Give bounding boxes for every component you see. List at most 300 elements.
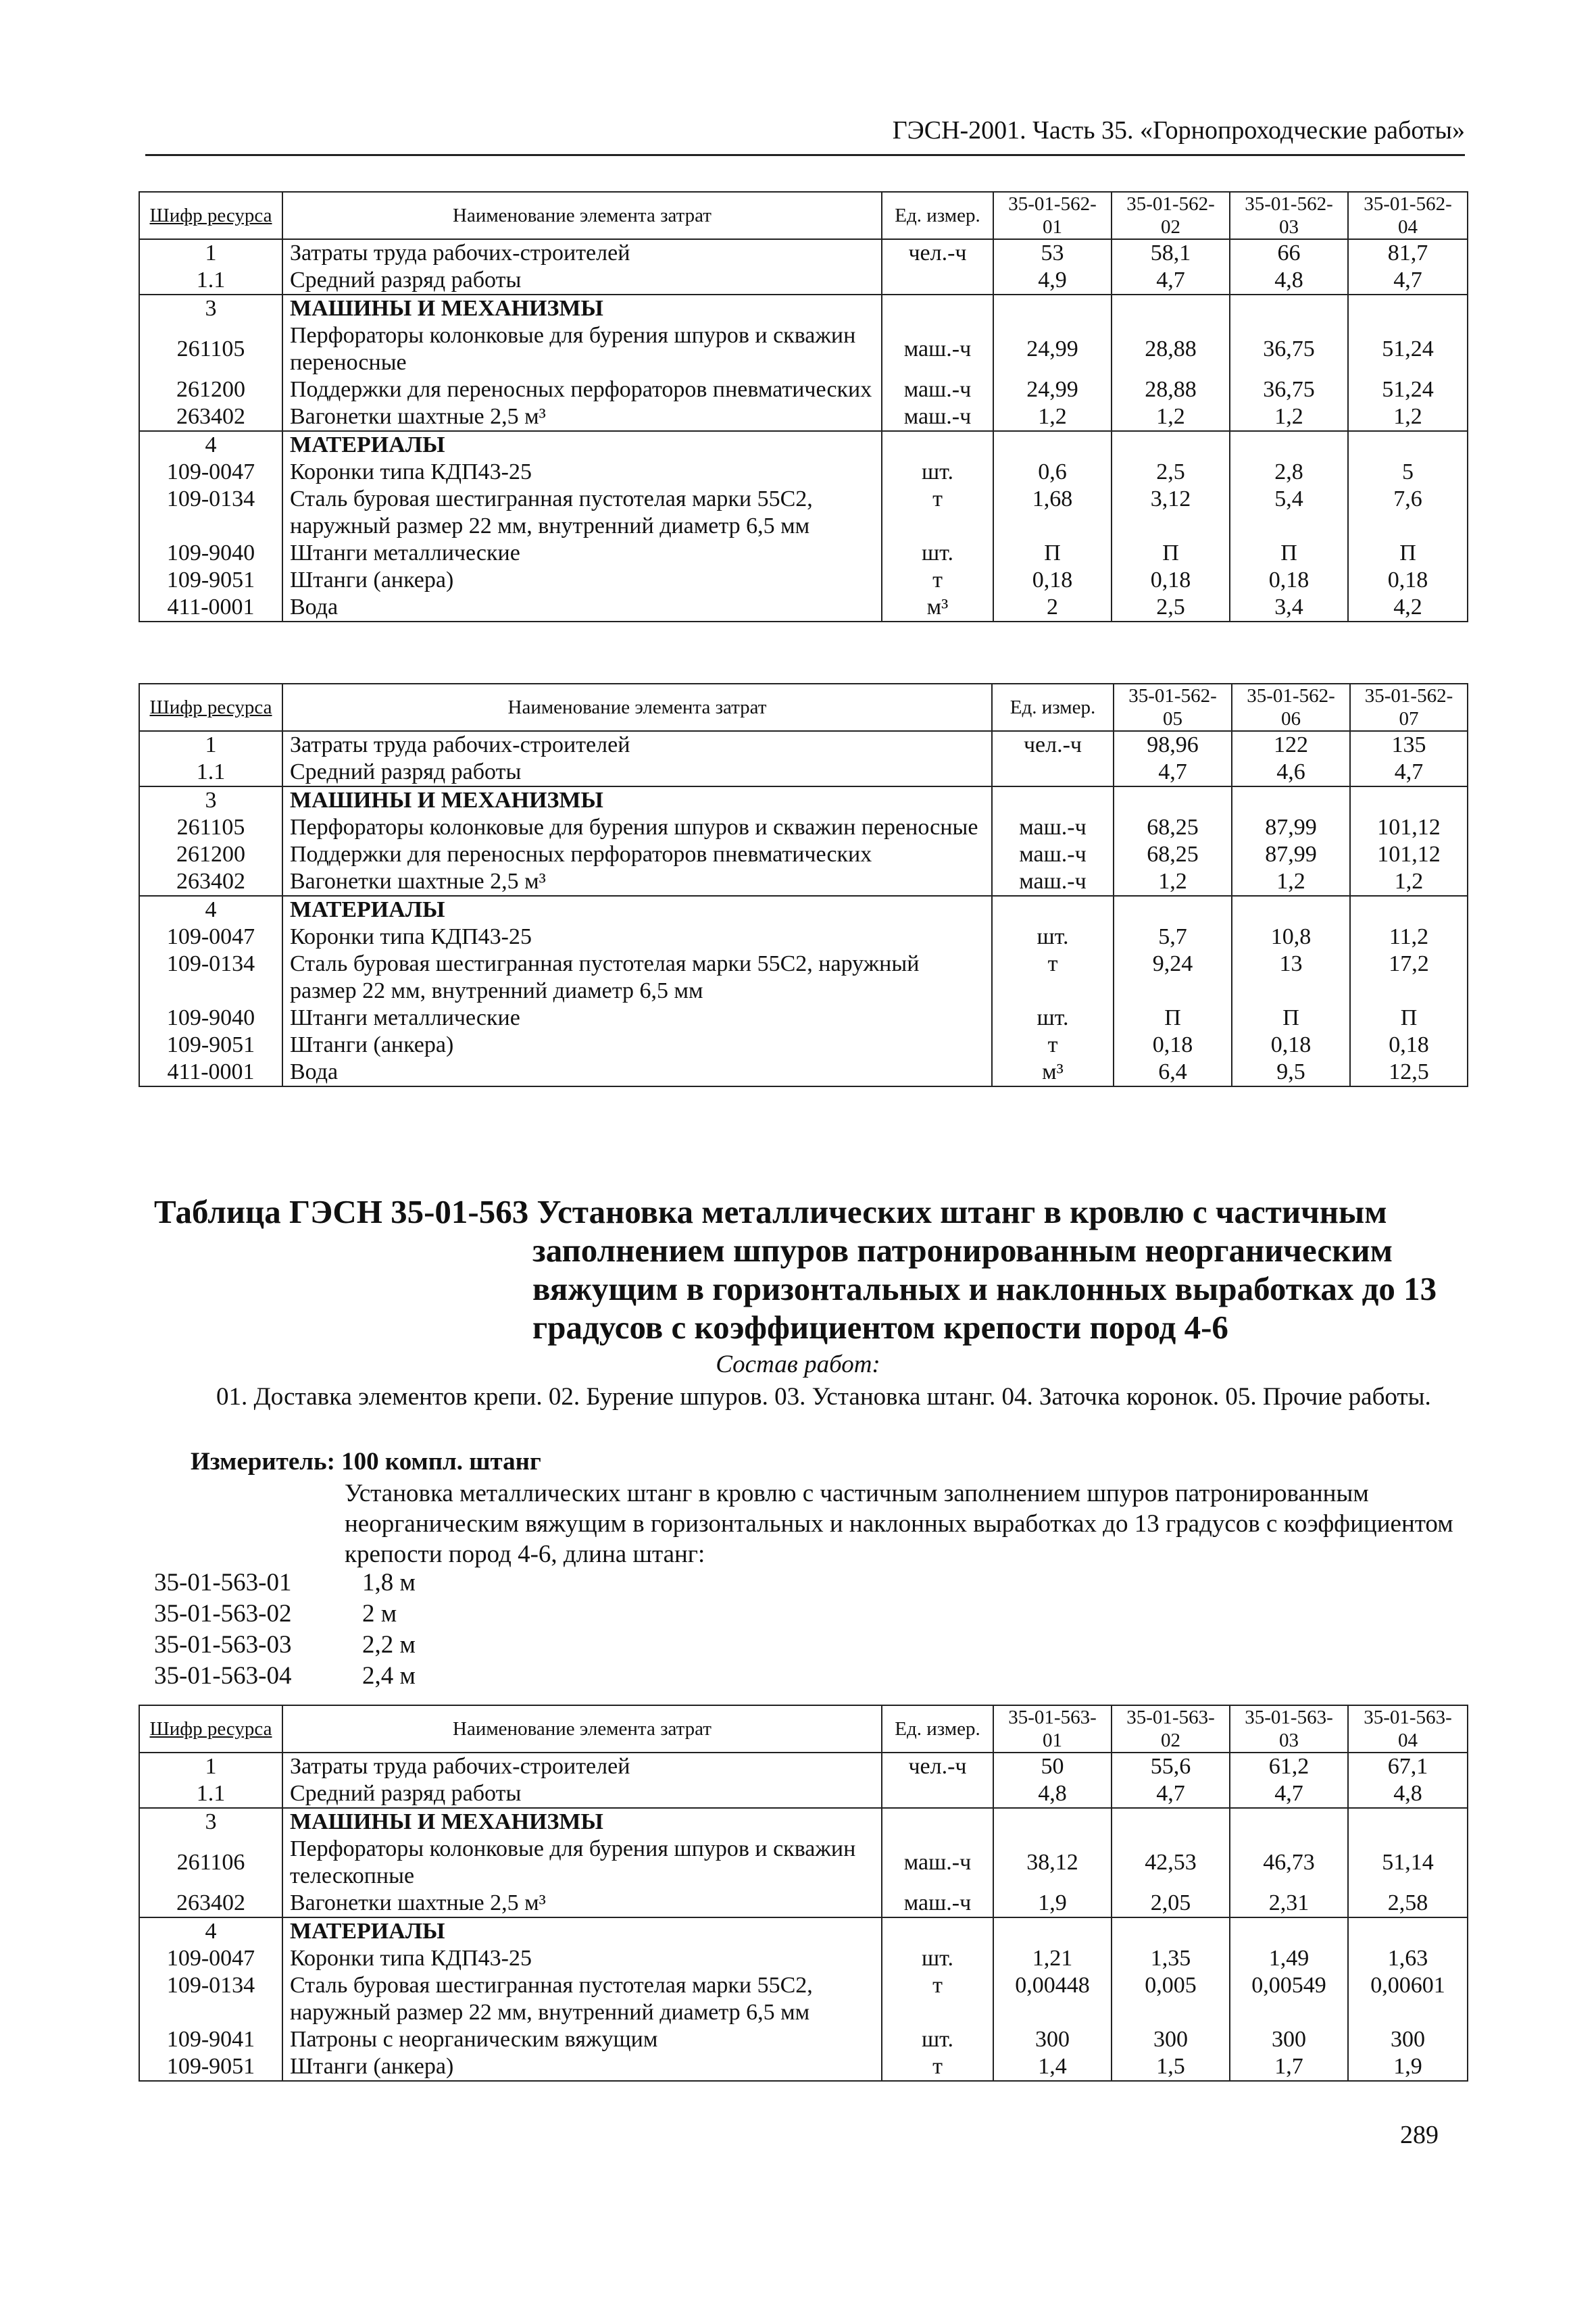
- unit-cell: [882, 1808, 993, 1836]
- value-cell: [1348, 431, 1468, 459]
- value-cell: 4,8: [1230, 267, 1348, 295]
- value-cell: 0,005: [1112, 1972, 1230, 2026]
- table-row: [139, 403, 1468, 431]
- cost-element-name: Вода: [282, 594, 882, 622]
- norm-code: 35-01-563-02: [154, 1600, 292, 1628]
- value-cell: 55,6: [1112, 1753, 1230, 1780]
- cost-element-name: Перфораторы колонковые для бурения шпуров и скважин телескопные: [282, 1836, 882, 1890]
- table-row: [139, 1890, 1468, 1917]
- resource-code: 3: [139, 1808, 282, 1836]
- header-unit: Ед. измер.: [882, 1705, 993, 1753]
- unit-cell: [882, 431, 993, 459]
- resource-code: 109-0134: [139, 951, 282, 1005]
- value-cell: 0,18: [993, 567, 1112, 594]
- resource-code: 4: [139, 431, 282, 459]
- resource-code: 1.1: [139, 1780, 282, 1808]
- value-cell: 0,18: [1114, 1032, 1232, 1059]
- norm-code: 35-01-563-01: [154, 1569, 292, 1596]
- table-title: [154, 1192, 1438, 1347]
- value-cell: П: [1230, 540, 1348, 567]
- unit-cell: маш.-ч: [882, 376, 993, 403]
- table-row: [139, 322, 1468, 376]
- value-cell: 0,18: [1232, 1032, 1350, 1059]
- value-cell: [1112, 431, 1230, 459]
- value-cell: 4,7: [1350, 759, 1468, 786]
- header-norm-code: 35-01-562-02: [1112, 192, 1230, 239]
- value-cell: 2,5: [1112, 459, 1230, 486]
- cost-element-name: Вагонетки шахтные 2,5 м³: [282, 868, 992, 896]
- table-row: [139, 239, 1468, 267]
- resource-code: 261200: [139, 376, 282, 403]
- measure-unit: Измеритель: 100 компл. штанг: [191, 1448, 541, 1476]
- table-row: [139, 841, 1468, 868]
- unit-cell: маш.-ч: [882, 1836, 993, 1890]
- resource-code: 4: [139, 896, 282, 924]
- unit-cell: т: [882, 567, 993, 594]
- value-cell: 1,4: [993, 2053, 1112, 2081]
- resource-table-563: [139, 1705, 1468, 2082]
- header-resource-code: [139, 192, 282, 239]
- value-cell: 1,35: [1112, 1945, 1230, 1972]
- table-title-line1: Таблица ГЭСН 35-01-563 Установка металлических штанг в кровлю с частичным: [154, 1193, 1387, 1230]
- running-header: ГЭСН-2001. Часть 35. «Горнопроходческие работы»: [145, 115, 1465, 156]
- header-resource-code: [139, 684, 282, 731]
- value-cell: [993, 295, 1112, 322]
- table-row: [139, 1005, 1468, 1032]
- cost-element-name: Затраты труда рабочих-строителей: [282, 239, 882, 267]
- value-cell: 58,1: [1112, 239, 1230, 267]
- value-cell: 42,53: [1112, 1836, 1230, 1890]
- cost-element-name: Средний разряд работы: [282, 759, 992, 786]
- value-cell: 4,7: [1114, 759, 1232, 786]
- value-cell: 0,18: [1348, 567, 1468, 594]
- value-cell: 3,4: [1230, 594, 1348, 622]
- table-row: [139, 1059, 1468, 1086]
- norm-code-row: [154, 1599, 416, 1630]
- header-norm-code: 35-01-562-03: [1230, 192, 1348, 239]
- cost-element-name: Штанги (анкера): [282, 567, 882, 594]
- value-cell: 68,25: [1114, 814, 1232, 841]
- resource-code: 261105: [139, 322, 282, 376]
- value-cell: 5,7: [1114, 924, 1232, 951]
- value-cell: [1114, 786, 1232, 814]
- unit-cell: [992, 786, 1114, 814]
- value-cell: 2,05: [1112, 1890, 1230, 1917]
- resource-code: 411-0001: [139, 594, 282, 622]
- cost-element-name: Штанги металлические: [282, 1005, 992, 1032]
- value-cell: 4,7: [1230, 1780, 1348, 1808]
- value-cell: 1,2: [1232, 868, 1350, 896]
- table-row: [139, 924, 1468, 951]
- table-row: [139, 594, 1468, 622]
- unit-cell: т: [882, 1972, 993, 2026]
- table-row: [139, 1780, 1468, 1808]
- header-unit: Ед. измер.: [992, 684, 1114, 731]
- unit-cell: маш.-ч: [992, 841, 1114, 868]
- value-cell: 6,4: [1114, 1059, 1232, 1086]
- value-cell: 51,24: [1348, 376, 1468, 403]
- value-cell: 24,99: [993, 376, 1112, 403]
- cost-element-name: Штанги металлические: [282, 540, 882, 567]
- unit-cell: чел.-ч: [882, 239, 993, 267]
- value-cell: 1,49: [1230, 1945, 1348, 1972]
- value-cell: 1,63: [1348, 1945, 1468, 1972]
- table-row: [139, 486, 1468, 540]
- value-cell: 87,99: [1232, 841, 1350, 868]
- unit-cell: [992, 759, 1114, 786]
- value-cell: 17,2: [1350, 951, 1468, 1005]
- value-cell: 1,9: [993, 1890, 1112, 1917]
- header-unit: Ед. измер.: [882, 192, 993, 239]
- value-cell: 38,12: [993, 1836, 1112, 1890]
- cost-element-name: Затраты труда рабочих-строителей: [282, 731, 992, 759]
- table-row: [139, 814, 1468, 841]
- resource-code: 263402: [139, 868, 282, 896]
- resource-code: 109-0047: [139, 924, 282, 951]
- value-cell: [1350, 786, 1468, 814]
- value-cell: 1,2: [993, 403, 1112, 431]
- resource-code: 261200: [139, 841, 282, 868]
- resource-code: 411-0001: [139, 1059, 282, 1086]
- unit-cell: [992, 896, 1114, 924]
- value-cell: 300: [1230, 2026, 1348, 2053]
- value-cell: 0,18: [1112, 567, 1230, 594]
- table-row: [139, 567, 1468, 594]
- header-norm-code: 35-01-563-02: [1112, 1705, 1230, 1753]
- value-cell: 4,7: [1112, 1780, 1230, 1808]
- resource-code: 109-9040: [139, 540, 282, 567]
- cost-element-name: Поддержки для переносных перфораторов пневматических: [282, 376, 882, 403]
- resource-code: 109-0134: [139, 486, 282, 540]
- cost-element-name: Средний разряд работы: [282, 1780, 882, 1808]
- page-number: 289: [1400, 2121, 1439, 2149]
- header-resource-code-text: Шифр ресурса: [149, 697, 272, 718]
- resource-code: 109-9051: [139, 567, 282, 594]
- table-row: [139, 759, 1468, 786]
- value-cell: 300: [1112, 2026, 1230, 2053]
- norm-code: 35-01-563-03: [154, 1631, 292, 1659]
- value-cell: 24,99: [993, 322, 1112, 376]
- value-cell: 4,8: [1348, 1780, 1468, 1808]
- resource-code: 261105: [139, 814, 282, 841]
- cost-element-name: Вагонетки шахтные 2,5 м³: [282, 1890, 882, 1917]
- table-row: [139, 2053, 1468, 2081]
- value-cell: 2,31: [1230, 1890, 1348, 1917]
- unit-cell: м³: [992, 1059, 1114, 1086]
- section-title: МАТЕРИАЛЫ: [282, 1917, 882, 1945]
- value-cell: 51,14: [1348, 1836, 1468, 1890]
- unit-cell: маш.-ч: [882, 1890, 993, 1917]
- value-cell: [1232, 786, 1350, 814]
- norm-code-row: [154, 1567, 416, 1599]
- value-cell: 4,7: [1112, 267, 1230, 295]
- cost-element-name: Вагонетки шахтные 2,5 м³: [282, 403, 882, 431]
- header-cost-element: Наименование элемента затрат: [282, 192, 882, 239]
- header-norm-code: 35-01-563-03: [1230, 1705, 1348, 1753]
- resource-table-562-05-07: [139, 683, 1468, 1087]
- value-cell: [1230, 1808, 1348, 1836]
- resource-code: 109-9040: [139, 1005, 282, 1032]
- value-cell: 46,73: [1230, 1836, 1348, 1890]
- resource-code: 109-9041: [139, 2026, 282, 2053]
- rod-length: 2 м: [362, 1600, 397, 1628]
- value-cell: [1350, 896, 1468, 924]
- resource-code: 263402: [139, 1890, 282, 1917]
- section-row: [139, 786, 1468, 814]
- value-cell: [993, 1808, 1112, 1836]
- value-cell: 1,68: [993, 486, 1112, 540]
- resource-code: 109-0134: [139, 1972, 282, 2026]
- cost-element-name: Перфораторы колонковые для бурения шпуров и скважин переносные: [282, 322, 882, 376]
- value-cell: 1,9: [1348, 2053, 1468, 2081]
- unit-cell: маш.-ч: [882, 403, 993, 431]
- section-row: [139, 1808, 1468, 1836]
- resource-code: 109-9051: [139, 1032, 282, 1059]
- header-resource-code-text: Шифр ресурса: [149, 205, 272, 226]
- value-cell: 53: [993, 239, 1112, 267]
- value-cell: 98,96: [1114, 731, 1232, 759]
- value-cell: 101,12: [1350, 841, 1468, 868]
- cost-element-name: Сталь буровая шестигранная пустотелая марки 55С2, наружный размер 22 мм, внутренний диаметр 6,5 мм: [282, 951, 992, 1005]
- cost-element-name: Сталь буровая шестигранная пустотелая марки 55С2, наружный размер 22 мм, внутренний диаметр 6,5 мм: [282, 1972, 882, 2026]
- value-cell: 1,2: [1230, 403, 1348, 431]
- table-row: [139, 1753, 1468, 1780]
- cost-element-name: Коронки типа КДП43-25: [282, 459, 882, 486]
- cost-element-name: Патроны с неорганическим вяжущим: [282, 2026, 882, 2053]
- table-row: [139, 1032, 1468, 1059]
- resource-code: 109-0047: [139, 1945, 282, 1972]
- section-title: МАШИНЫ И МЕХАНИЗМЫ: [282, 786, 992, 814]
- value-cell: 5,4: [1230, 486, 1348, 540]
- unit-cell: чел.-ч: [882, 1753, 993, 1780]
- measure-description: Установка металлических штанг в кровлю с частичным заполнением шпуров патронированным неорганическим вяжущим в горизонтальных и наклонных выработках до 13 градусов с коэффициентом крепости пород 4-6, длина штанг:: [345, 1480, 1453, 1568]
- value-cell: 66: [1230, 239, 1348, 267]
- unit-cell: [882, 1780, 993, 1808]
- header-norm-code: 35-01-562-05: [1114, 684, 1232, 731]
- value-cell: [1114, 896, 1232, 924]
- value-cell: 61,2: [1230, 1753, 1348, 1780]
- value-cell: 5: [1348, 459, 1468, 486]
- unit-cell: шт.: [992, 924, 1114, 951]
- value-cell: 4,8: [993, 1780, 1112, 1808]
- value-cell: [993, 1917, 1112, 1945]
- unit-cell: маш.-ч: [992, 814, 1114, 841]
- value-cell: 4,7: [1348, 267, 1468, 295]
- value-cell: 11,2: [1350, 924, 1468, 951]
- value-cell: П: [993, 540, 1112, 567]
- value-cell: 9,24: [1114, 951, 1232, 1005]
- value-cell: П: [1350, 1005, 1468, 1032]
- value-cell: 0,00549: [1230, 1972, 1348, 2026]
- unit-cell: шт.: [992, 1005, 1114, 1032]
- section-title: МАШИНЫ И МЕХАНИЗМЫ: [282, 295, 882, 322]
- unit-cell: т: [882, 2053, 993, 2081]
- value-cell: 1,2: [1350, 868, 1468, 896]
- resource-code: 261106: [139, 1836, 282, 1890]
- header-resource-code: [139, 1705, 282, 1753]
- norm-code-row: [154, 1630, 416, 1661]
- resource-table-562-01-04: [139, 191, 1468, 622]
- value-cell: 4,6: [1232, 759, 1350, 786]
- value-cell: 13: [1232, 951, 1350, 1005]
- header-cost-element: Наименование элемента затрат: [282, 1705, 882, 1753]
- unit-cell: м³: [882, 594, 993, 622]
- value-cell: П: [1232, 1005, 1350, 1032]
- resource-code: 1.1: [139, 759, 282, 786]
- cost-element-name: Штанги (анкера): [282, 1032, 992, 1059]
- cost-element-name: Сталь буровая шестигранная пустотелая марки 55С2, наружный размер 22 мм, внутренний диаметр 6,5 мм: [282, 486, 882, 540]
- value-cell: 4,2: [1348, 594, 1468, 622]
- resource-code: 1: [139, 731, 282, 759]
- header-norm-code: 35-01-562-04: [1348, 192, 1468, 239]
- section-row: [139, 431, 1468, 459]
- value-cell: 0,6: [993, 459, 1112, 486]
- section-title: МАТЕРИАЛЫ: [282, 896, 992, 924]
- resource-code: 109-9051: [139, 2053, 282, 2081]
- cost-element-name: Средний разряд работы: [282, 267, 882, 295]
- value-cell: 36,75: [1230, 322, 1348, 376]
- value-cell: 1,2: [1114, 868, 1232, 896]
- value-cell: 87,99: [1232, 814, 1350, 841]
- resource-code: 1: [139, 1753, 282, 1780]
- rod-length: 1,8 м: [362, 1569, 416, 1596]
- value-cell: П: [1348, 540, 1468, 567]
- value-cell: 67,1: [1348, 1753, 1468, 1780]
- value-cell: 28,88: [1112, 322, 1230, 376]
- value-cell: 2,5: [1112, 594, 1230, 622]
- header-norm-code: 35-01-562-07: [1350, 684, 1468, 731]
- table-row: [139, 540, 1468, 567]
- unit-cell: [882, 295, 993, 322]
- table-title-line2: заполнением шпуров патронированным неорганическим вяжущим в горизонтальных и наклонных выработках до 13 градусов с коэффициентом крепости пород 4-6: [532, 1232, 1437, 1346]
- cost-element-name: Поддержки для переносных перфораторов пневматических: [282, 841, 992, 868]
- value-cell: 51,24: [1348, 322, 1468, 376]
- value-cell: 50: [993, 1753, 1112, 1780]
- value-cell: 101,12: [1350, 814, 1468, 841]
- unit-cell: чел.-ч: [992, 731, 1114, 759]
- section-row: [139, 1917, 1468, 1945]
- rod-length: 2,2 м: [362, 1631, 416, 1659]
- header-norm-code: 35-01-562-01: [993, 192, 1112, 239]
- value-cell: 0,18: [1350, 1032, 1468, 1059]
- norm-code: 35-01-563-04: [154, 1662, 292, 1690]
- table-header-row: [139, 684, 1468, 731]
- value-cell: [1230, 1917, 1348, 1945]
- header-norm-code: 35-01-563-04: [1348, 1705, 1468, 1753]
- resource-code: 3: [139, 295, 282, 322]
- value-cell: [1112, 295, 1230, 322]
- work-composition-text: 01. Доставка элементов крепи. 02. Бурение шпуров. 03. Установка штанг. 04. Заточка коронок. 05. Прочие работы.: [216, 1383, 1431, 1411]
- table-row: [139, 868, 1468, 896]
- unit-cell: шт.: [882, 459, 993, 486]
- value-cell: [1230, 295, 1348, 322]
- unit-cell: т: [992, 1032, 1114, 1059]
- value-cell: [1232, 896, 1350, 924]
- cost-element-name: Перфораторы колонковые для бурения шпуров и скважин переносные: [282, 814, 992, 841]
- value-cell: 68,25: [1114, 841, 1232, 868]
- table-row: [139, 376, 1468, 403]
- value-cell: 10,8: [1232, 924, 1350, 951]
- table-row: [139, 459, 1468, 486]
- work-composition-heading: Состав работ:: [716, 1351, 880, 1378]
- value-cell: 3,12: [1112, 486, 1230, 540]
- header-norm-code: 35-01-562-06: [1232, 684, 1350, 731]
- cost-element-name: Вода: [282, 1059, 992, 1086]
- value-cell: 0,00601: [1348, 1972, 1468, 2026]
- section-title: МАШИНЫ И МЕХАНИЗМЫ: [282, 1808, 882, 1836]
- value-cell: 36,75: [1230, 376, 1348, 403]
- value-cell: 135: [1350, 731, 1468, 759]
- value-cell: 2,58: [1348, 1890, 1468, 1917]
- table-header-row: [139, 192, 1468, 239]
- resource-code: 4: [139, 1917, 282, 1945]
- value-cell: 122: [1232, 731, 1350, 759]
- unit-cell: маш.-ч: [882, 322, 993, 376]
- cost-element-name: Коронки типа КДП43-25: [282, 1945, 882, 1972]
- resource-code: 3: [139, 786, 282, 814]
- rod-length: 2,4 м: [362, 1662, 416, 1690]
- table-header-row: [139, 1705, 1468, 1753]
- header-norm-code: 35-01-563-01: [993, 1705, 1112, 1753]
- unit-cell: маш.-ч: [992, 868, 1114, 896]
- unit-cell: шт.: [882, 2026, 993, 2053]
- norm-code-row: [154, 1661, 416, 1692]
- section-title: МАТЕРИАЛЫ: [282, 431, 882, 459]
- resource-code: 1.1: [139, 267, 282, 295]
- value-cell: 1,7: [1230, 2053, 1348, 2081]
- resource-code: 1: [139, 239, 282, 267]
- unit-cell: [882, 267, 993, 295]
- cost-element-name: Коронки типа КДП43-25: [282, 924, 992, 951]
- value-cell: [1112, 1917, 1230, 1945]
- value-cell: 2: [993, 594, 1112, 622]
- value-cell: П: [1112, 540, 1230, 567]
- value-cell: 300: [993, 2026, 1112, 2053]
- unit-cell: [882, 1917, 993, 1945]
- value-cell: [993, 431, 1112, 459]
- table-row: [139, 2026, 1468, 2053]
- value-cell: 1,5: [1112, 2053, 1230, 2081]
- cost-element-name: Затраты труда рабочих-строителей: [282, 1753, 882, 1780]
- value-cell: [1348, 295, 1468, 322]
- value-cell: 1,2: [1348, 403, 1468, 431]
- unit-cell: шт.: [882, 540, 993, 567]
- value-cell: 1,21: [993, 1945, 1112, 1972]
- value-cell: 9,5: [1232, 1059, 1350, 1086]
- resource-code: 109-0047: [139, 459, 282, 486]
- unit-cell: шт.: [882, 1945, 993, 1972]
- value-cell: [1230, 431, 1348, 459]
- value-cell: 28,88: [1112, 376, 1230, 403]
- value-cell: П: [1114, 1005, 1232, 1032]
- value-cell: 1,2: [1112, 403, 1230, 431]
- value-cell: 4,9: [993, 267, 1112, 295]
- table-row: [139, 1945, 1468, 1972]
- resource-code: 263402: [139, 403, 282, 431]
- value-cell: [1348, 1917, 1468, 1945]
- value-cell: 7,6: [1348, 486, 1468, 540]
- value-cell: [1348, 1808, 1468, 1836]
- header-cost-element: Наименование элемента затрат: [282, 684, 992, 731]
- value-cell: 0,00448: [993, 1972, 1112, 2026]
- value-cell: 0,18: [1230, 567, 1348, 594]
- table-row: [139, 731, 1468, 759]
- value-cell: 2,8: [1230, 459, 1348, 486]
- value-cell: 300: [1348, 2026, 1468, 2053]
- table-row: [139, 1972, 1468, 2026]
- table-row: [139, 1836, 1468, 1890]
- header-resource-code-text: Шифр ресурса: [149, 1718, 272, 1740]
